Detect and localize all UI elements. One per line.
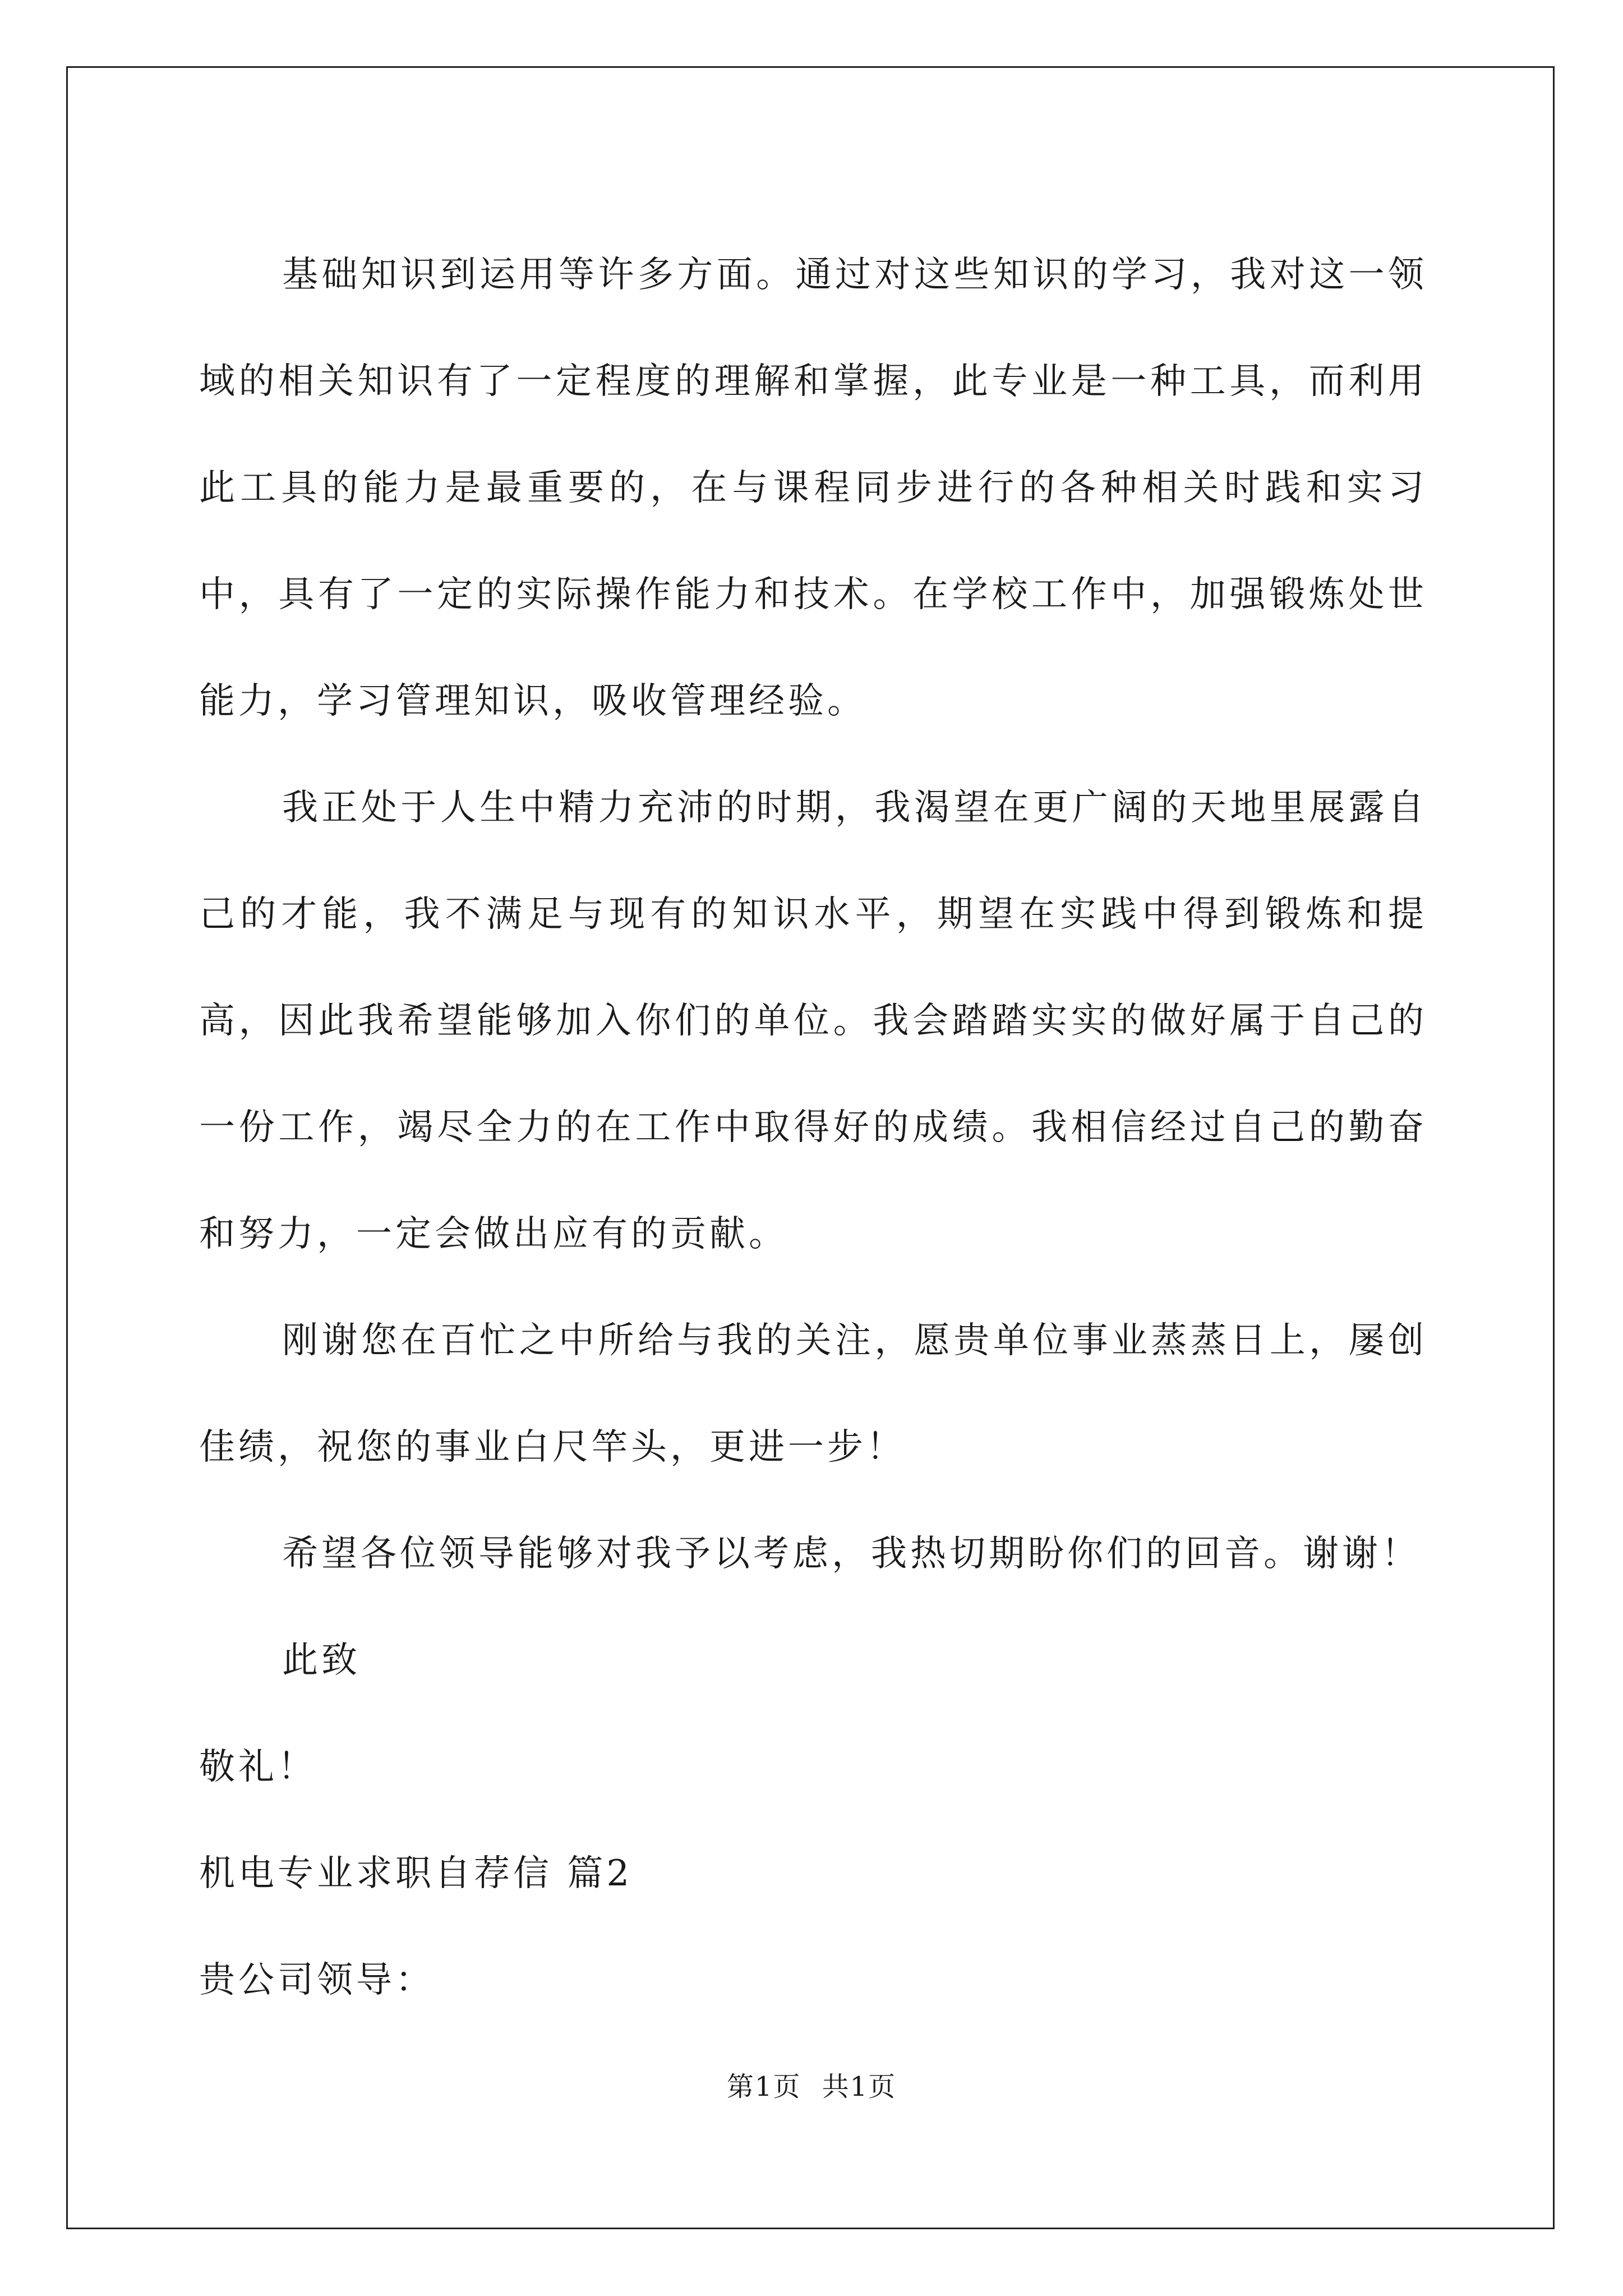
paragraph-hope: 希望各位领导能够对我予以考虑，我热切期盼你们的回音。谢谢！ (282, 1533, 1421, 1575)
paragraph-ambition: 我正处于人生中精力充沛的时期，我渴望在更广阔的天地里展露自己的才能，我不满足与现有的知识水平，期望在实践中得到锻炼和提高，因此我希望能够加入你们的单位。我会踏踏实实的做好属于自己的一份工作，竭尽全力的在工作中取得好的成绩。我相信经过自己的勤奋和努力，一定会做出应有的贡献。 (199, 787, 1427, 1255)
page-number-footer: 第1页 共1页 (726, 2071, 897, 2102)
closing-salutation: 此致 (282, 1640, 361, 1681)
section-heading: 机电专业求职自荐信 篇2 (199, 1853, 633, 1894)
paragraph-knowledge: 基础知识到运用等许多方面。通过对这些知识的学习，我对这一领域的相关知识有了一定程度的理解和掌握，此专业是一种工具，而利用此工具的能力是最重要的，在与课程同步进行的各种相关时践和实习中，具有了一定的实际操作能力和技术。在学校工作中，加强锻炼处世能力，学习管理知识，吸收管理经验。 (199, 254, 1427, 722)
paragraph-thanks: 刚谢您在百忙之中所给与我的关注，愿贵单位事业蒸蒸日上，屡创佳绩，祝您的事业白尺竿头，更进一步！ (199, 1320, 1427, 1468)
document-body (199, 222, 1427, 2033)
closing-regards: 敬礼！ (199, 1746, 317, 1788)
letter-greeting: 贵公司领导： (199, 1959, 435, 2001)
